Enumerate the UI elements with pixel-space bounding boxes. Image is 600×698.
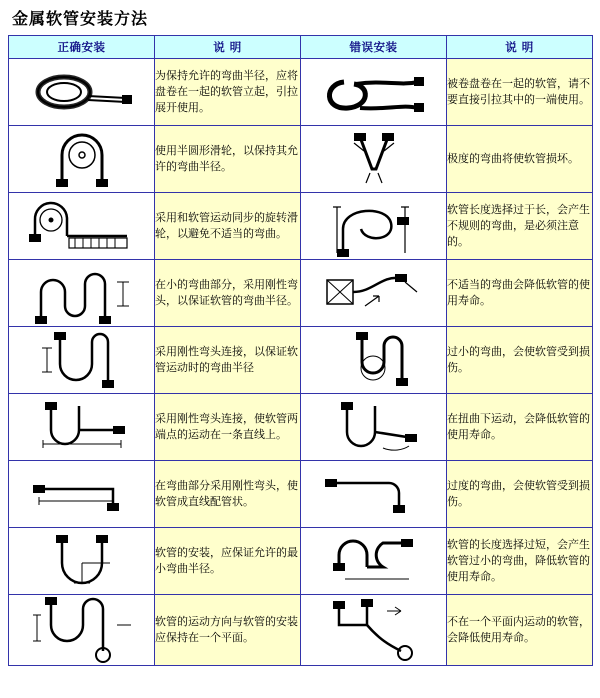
installation-methods-table — [8, 35, 593, 666]
correct-illustration-cell — [9, 528, 155, 595]
correct-description: 软管的安装，应保证允许的最小弯曲半径。 — [155, 528, 301, 595]
correct-description: 采用和软管运动同步的旋转滑轮，以避免不适当的弯曲。 — [155, 193, 301, 260]
wrong-illustration-cell — [301, 59, 447, 126]
semicircle-pulley-bend-icon — [9, 129, 154, 189]
wrong-description: 不在一个平面内运动的软管，会降低使用寿命。 — [447, 595, 593, 666]
wrong-illustration-cell — [301, 394, 447, 461]
wrong-illustration-cell — [301, 528, 447, 595]
correct-illustration-cell — [9, 126, 155, 193]
rigid-elbow-connection-u-icon — [9, 328, 154, 392]
header-wrong-install: 错误安装 — [301, 36, 447, 59]
correct-illustration-cell — [9, 260, 155, 327]
coiled-hose-flat-icon — [9, 64, 154, 120]
rigid-elbow-straight-line-icon — [9, 396, 154, 458]
correct-description: 采用刚性弯头连接，以保证软管运动时的弯曲半径 — [155, 327, 301, 394]
wrong-description: 软管的长度选择过短，会产生软管过小的弯曲，降低软管的使用寿命。 — [447, 528, 593, 595]
table-row — [9, 59, 593, 126]
wrong-illustration-cell — [301, 126, 447, 193]
long-hose-small-bend-icon — [301, 531, 446, 591]
over-bend-elbow-icon — [301, 469, 446, 519]
same-plane-motion-icon — [9, 595, 154, 665]
wrong-description: 过小的弯曲，会使软管受到损伤。 — [447, 327, 593, 394]
table-row — [9, 193, 593, 260]
correct-illustration-cell — [9, 394, 155, 461]
wrong-description: 不适当的弯曲会降低软管的使用寿命。 — [447, 260, 593, 327]
coiled-hose-pulled-icon — [301, 64, 446, 120]
synchronized-rotating-pulley-icon — [9, 196, 154, 256]
header-correct-desc: 说 明 — [155, 36, 301, 59]
wrong-illustration-cell — [301, 327, 447, 394]
wrong-description: 过度的弯曲，会使软管受到损伤。 — [447, 461, 593, 528]
wrong-illustration-cell — [301, 193, 447, 260]
table-row — [9, 126, 593, 193]
table-row — [9, 260, 593, 327]
wrong-description: 被卷盘卷在一起的软管，请不要直接引拉其中的一端使用。 — [447, 59, 593, 126]
table-row — [9, 394, 593, 461]
improper-bend-block-icon — [301, 262, 446, 324]
table-row — [9, 528, 593, 595]
correct-description: 为保持允许的弯曲半径，应将盘卷在一起的软管立起，引拉展开使用。 — [155, 59, 301, 126]
correct-illustration-cell — [9, 59, 155, 126]
header-wrong-desc: 说 明 — [447, 36, 593, 59]
sharp-v-bend-icon — [301, 129, 446, 189]
straight-pipe-with-elbow-icon — [9, 469, 154, 519]
table-header-row — [9, 36, 593, 59]
correct-description: 软管的运动方向与软管的安装应保持在一个平面。 — [155, 595, 301, 666]
wrong-illustration-cell — [301, 595, 447, 666]
header-correct-install: 正确安装 — [9, 36, 155, 59]
table-row — [9, 595, 593, 666]
too-small-bend-u-icon — [301, 328, 446, 392]
page-title: 金属软管安装方法 — [12, 9, 149, 28]
correct-illustration-cell — [9, 461, 155, 528]
wrong-description: 软管长度选择过于长，会产生不规则的弯曲，是必须注意的。 — [447, 193, 593, 260]
correct-description: 采用刚性弯头连接，使软管两端点的运动在一条直线上。 — [155, 394, 301, 461]
correct-description: 使用半圆形滑轮，以保持其允许的弯曲半径。 — [155, 126, 301, 193]
torsion-bend-u-icon — [301, 396, 446, 458]
different-plane-motion-icon — [301, 595, 446, 665]
correct-illustration-cell — [9, 595, 155, 666]
table-row — [9, 461, 593, 528]
correct-description: 在弯曲部分采用刚性弯头，使软管成直线配管状。 — [155, 461, 301, 528]
wrong-illustration-cell — [301, 461, 447, 528]
correct-description: 在小的弯曲部分，采用刚性弯头，以保证软管的弯曲半径。 — [155, 260, 301, 327]
u-bend-min-radius-icon — [9, 531, 154, 591]
correct-illustration-cell — [9, 327, 155, 394]
wrong-description: 极度的弯曲将使软管损坏。 — [447, 126, 593, 193]
rigid-bend-small-radius-icon — [9, 262, 154, 324]
excess-length-loop-icon — [301, 195, 446, 257]
table-row — [9, 327, 593, 394]
correct-illustration-cell — [9, 193, 155, 260]
wrong-illustration-cell — [301, 260, 447, 327]
wrong-description: 在扭曲下运动，会降低软管的使用寿命。 — [447, 394, 593, 461]
